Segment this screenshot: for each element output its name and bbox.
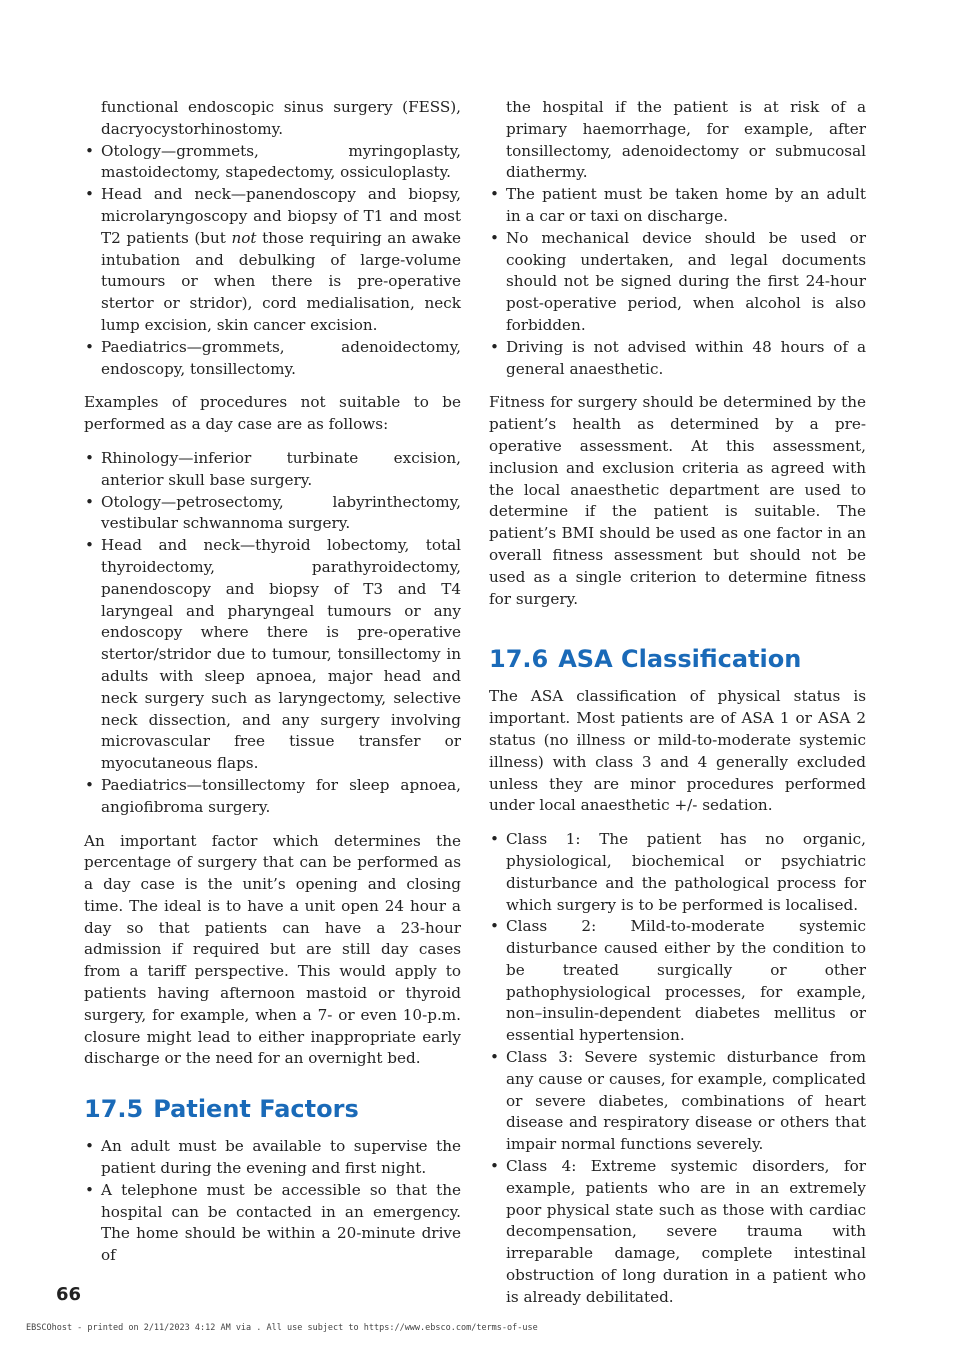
- list-item: • Class 1: The patient has no organic, physiological, biochemical or psychiatric disturbance and the pathological process for which surgery is to be performed is localised.: [489, 829, 866, 916]
- list-item: • Paediatrics—grommets, adenoidectomy, endoscopy, tonsillectomy.: [84, 337, 461, 381]
- section-title: ASA Classification: [558, 645, 802, 674]
- list-item: • Driving is not advised within 48 hours of a general anaesthetic.: [489, 337, 866, 381]
- list-item-continued: functional endoscopic sinus surgery (FESS), dacryocystorhinostomy.: [101, 98, 461, 138]
- list-item: • Head and neck—thyroid lobectomy, total thyroidectomy, parathyroidectomy, panendoscopy and biopsy of T3 and T4 laryngeal and pharyngeal tumours or any endoscopy where there is pre-operative stertor/stridor due to tumour, tonsillectomy in adults with sleep apnoea, major head and neck surgery such as laryngectomy, selective neck dissection, and any surgery involving microvascular free tissue transfer or myocutaneous flaps.: [84, 535, 461, 775]
- list-item: • Otology—grommets, myringoplasty, mastoidectomy, stapedectomy, ossiculoplasty.: [84, 141, 461, 185]
- paragraph: Examples of procedures not suitable to be performed as a day case are as follows:: [84, 393, 461, 434]
- left-column: [84, 97, 461, 1279]
- list-item: • The patient must be taken home by an adult in a car or taxi on discharge.: [489, 184, 866, 228]
- paragraph: Fitness for surgery should be determined by the patient’s health as determined by a pre-operative assessment. At this assessment, inclusion and exclusion criteria as agreed with the local anaesthetic department are used to determine if the patient is suitable. The patient’s BMI should be used as one factor in an overall fitness assessment but should not be used as a single criterion to determine fitness for surgery.: [489, 393, 866, 608]
- day-case-procedures-list: [84, 141, 461, 381]
- list-item: • No mechanical device should be used or cooking undertaken, and legal documents should not be signed during the first 24-hour post-operative period, when alcohol is also forbidden.: [489, 228, 866, 337]
- section-heading-patient-factors: [84, 1094, 461, 1124]
- right-column: [489, 97, 866, 1321]
- asa-classes-list: [489, 829, 866, 1309]
- section-title: Patient Factors: [153, 1095, 359, 1124]
- paragraph: The ASA classification of physical status is important. Most patients are of ASA 1 or ASA 2 status (no illness or mild-to-moderate systemic illness) with class 3 and 4 generally excluded unless they are minor procedures performed under local anaesthetic +/- sedation.: [489, 687, 866, 815]
- list-item: • A telephone must be accessible so that the hospital can be contacted in an emergency. The home should be within a 20-minute drive of: [84, 1180, 461, 1267]
- list-item: • Class 3: Severe systemic disturbance from any cause or causes, for example, complicated or severe diabetes, combinations of heart disease and respiratory disease or others that impair normal functions severely.: [489, 1047, 866, 1156]
- list-item: • Head and neck—panendoscopy and biopsy, microlaryngoscopy and biopsy of T1 and most T2 patients (but not those requiring an awake intubation and debulking of large-volume tumours or when there is pre-operative stertor or stridor), cord medialisation, neck lump excision, skin cancer excision.: [84, 184, 461, 337]
- patient-factors-list-continued: [489, 184, 866, 380]
- paragraph: An important factor which determines the percentage of surgery that can be performed as a day case is the unit’s opening and closing time. The ideal is to have a unit open 24 hour a day so that patients can have a 23-hour admission if required but are still day cases from a tariff perspective. This would apply to patients having afternoon mastoid or thyroid surgery, for example, when a 7- or even 10-p.m. closure might lead to either inappropriate early discharge or the need for an overnight bed.: [84, 831, 461, 1068]
- list-item: • Class 2: Mild-to-moderate systemic disturbance caused either by the condition to be treated surgically or other pathophysiological processes, for example, non–insulin-dependent diabetes mellitus or essential hypertension.: [489, 916, 866, 1047]
- footer-note: EBSCOhost - printed on 2/11/2023 4:12 AM via . All use subject to https://www.ebsco.com/terms-of-use: [26, 1323, 538, 1333]
- section-number: 17.6: [489, 645, 549, 674]
- section-heading-asa-classification: [489, 644, 866, 674]
- list-item: • Rhinology—inferior turbinate excision, anterior skull base surgery.: [84, 448, 461, 492]
- non-day-case-procedures-list: [84, 448, 461, 819]
- section-number: 17.5: [84, 1095, 144, 1124]
- patient-factors-list: [84, 1136, 461, 1267]
- list-item: • An adult must be available to supervise the patient during the evening and first night.: [84, 1136, 461, 1180]
- list-item: • Class 4: Extreme systemic disorders, for example, patients who are in an extremely poor physical state such as those with cardiac decompensation, severe trauma with irreparable damage, complete intestinal obstruction of long duration in a patient who is already debilitated.: [489, 1156, 866, 1309]
- list-item: • Otology—petrosectomy, labyrinthectomy, vestibular schwannoma surgery.: [84, 492, 461, 536]
- list-item: • Paediatrics—tonsillectomy for sleep apnoea, angiofibroma surgery.: [84, 775, 461, 819]
- list-item-continued: the hospital if the patient is at risk of a primary haemorrhage, for example, after tonsillectomy, adenoidectomy or submucosal diathermy.: [506, 98, 866, 182]
- page-number: 66: [56, 1284, 82, 1305]
